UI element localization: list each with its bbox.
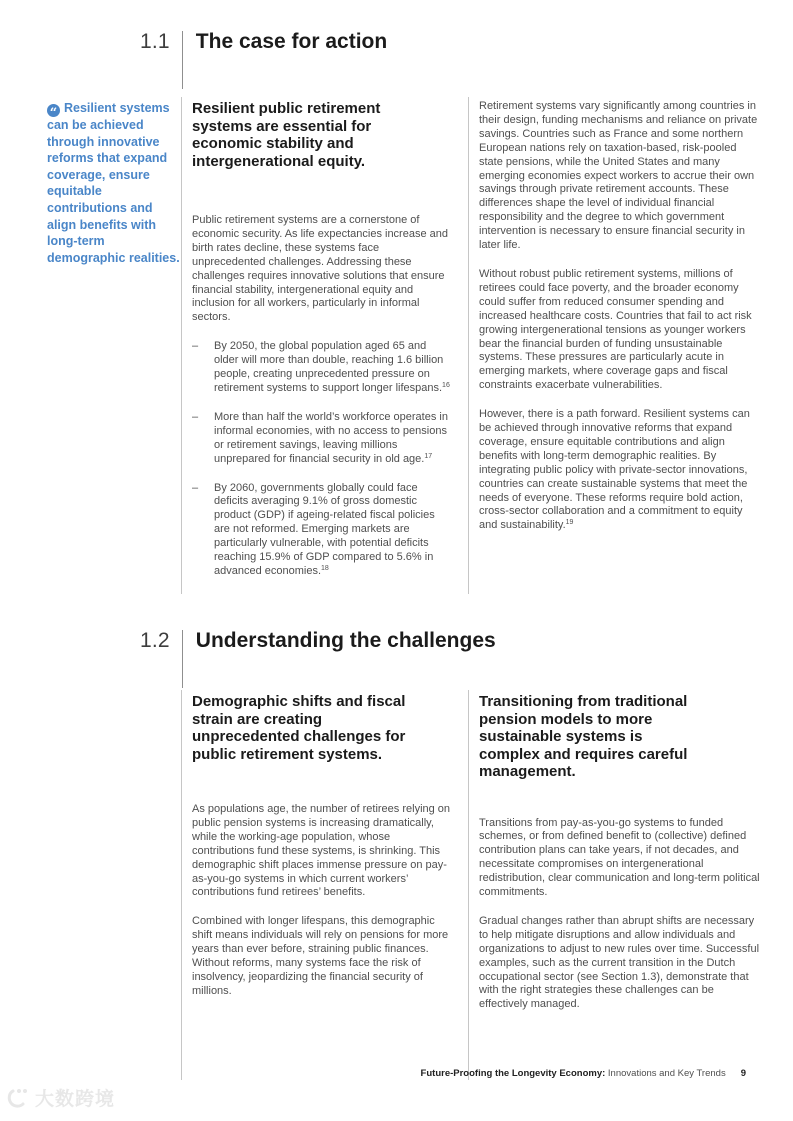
paragraph xyxy=(479,817,761,900)
footnote-ref: 19 xyxy=(565,519,574,527)
page-number: 9 xyxy=(740,1068,746,1079)
bullet-marker: – xyxy=(192,340,199,353)
column-heading: Resilient public retirement systems are essential for economic stability and intergenerational equity. xyxy=(192,100,381,170)
paragraph-text: Public retirement systems are a cornerstone of economic security. As life expectancies increase and birth rates decline, these systems face unprecedented challenges. Addressing these challenges requires innovative solutions that ensure financial stability, intergenerational equity and inclusion for all workers, particularly in informal sectors. xyxy=(192,214,448,324)
page-footer xyxy=(0,1068,746,1079)
column-heading: Transitioning from traditional pension models to more sustainable systems is complex and requires careful management. xyxy=(479,693,688,780)
paragraph xyxy=(192,214,451,325)
quote-icon xyxy=(47,104,60,121)
column-heading: Demographic shifts and fiscal strain are creating unprecedented challenges for public retirement systems. xyxy=(192,693,406,763)
footnote-ref: 16 xyxy=(442,381,450,389)
paragraph-text: Gradual changes rather than abrupt shifts are necessary to help mitigate disruptions and allow individuals and organizations to adjust to new rules over time. Successful examples, such as the current transition in the Dutch occupational sector (see Section 1.3), demonstrate that with the right strategies these challenges can be effectively managed. xyxy=(479,914,760,1011)
footnote-ref: 17 xyxy=(424,452,433,460)
column-left xyxy=(181,690,468,1080)
paragraph xyxy=(479,408,761,533)
bullet-marker: – xyxy=(192,481,199,494)
footer-report-title xyxy=(421,1068,726,1079)
footer-title-bold: Future-Proofing the Longevity Economy: xyxy=(420,1068,606,1079)
paragraph xyxy=(479,100,761,253)
bullet-body: More than half the world’s workforce operates in informal economies, with no access to pensions or retirement savings, leaving millions unprepared for financial security in old age. xyxy=(214,410,448,465)
watermark xyxy=(7,1084,115,1111)
paragraph xyxy=(479,915,761,1012)
watermark-logo-icon xyxy=(7,1087,31,1109)
pull-quote-text: Resilient systems can be achieved through innovative reforms that expand coverage, ensure equitable contributions and align benefits with long-term demographic realities. xyxy=(47,101,180,265)
pull-quote-callout xyxy=(47,100,180,266)
paragraph-text: Without robust public retirement systems, millions of retirees could face poverty, and the broader economy could suffer from reduced consumer spending and increased healthcare costs. Countries that fail to act risk growing intergenerational tensions as younger workers bear the financial burden of funding unsustainable systems. These pressures are particularly acute in emerging markets, where coverage gaps and fiscal constraints exacerbate vulnerabilities. xyxy=(479,267,752,392)
paragraph-text: Combined with longer lifespans, this demographic shift means individuals will rely on pensions for more years than ever before, straining public finances. Without reforms, many systems face the risk of insolvency, jeopardizing the financial security of millions. xyxy=(192,915,449,997)
bullet-item xyxy=(192,482,451,579)
bullet-body: By 2050, the global population aged 65 and older will more than double, reaching 1.6 billion people, creating unprecedented pressure on retirement systems to support longer lifespans. xyxy=(214,340,444,394)
footnote-ref: 18 xyxy=(321,564,329,572)
bullet-text xyxy=(214,482,451,579)
column-left xyxy=(181,97,468,594)
section-number: 1.1 xyxy=(140,30,170,53)
section-number: 1.2 xyxy=(140,629,170,652)
section-1-2-columns xyxy=(181,690,761,1080)
bullet-item xyxy=(192,411,451,467)
section-title: The case for action xyxy=(195,30,388,53)
bullet-marker: – xyxy=(192,410,199,423)
watermark-text: 大数跨境 xyxy=(35,1089,116,1110)
section-1-2-header xyxy=(140,629,496,688)
header-divider xyxy=(182,31,183,89)
bullet-item xyxy=(192,340,451,396)
bullet-text xyxy=(214,340,451,396)
paragraph xyxy=(192,803,451,900)
section-1-1-header xyxy=(140,30,387,89)
section-1-1-columns xyxy=(181,97,761,594)
section-title: Understanding the challenges xyxy=(195,629,496,652)
paragraph xyxy=(192,915,451,998)
column-right xyxy=(468,97,761,594)
paragraph-text: Transitions from pay-as-you-go systems to funded schemes, or from defined benefit to (collective) defined contribution plans can take years, if not decades, and necessitate compromises on intergenerational redistribution, clear communication and long-term political commitments. xyxy=(479,816,760,899)
paragraph-text: As populations age, the number of retirees relying on public pension systems is increasing dramatically, while the working-age population, whose contributions fund these systems, is shrinking. This demographic shift places immense pressure on pay-as-you-go systems in which current workers’ contributions fund retirees’ benefits. xyxy=(192,803,451,899)
quote-glyph: “ xyxy=(49,106,58,121)
paragraph-text: Retirement systems vary significantly among countries in their design, funding mechanisms and reliance on private savings. Countries such as France and some northern European nations rely on taxation-based, risk-pooled state pensions, while the United States and many emerging economies expect workers to accrue their own savings through private retirement accounts. These differences shape the level of individual financial responsibility and the degree to which government intervention is necessary to ensure financial security in later life. xyxy=(479,100,758,252)
paragraph-text: However, there is a path forward. Resilient systems can be achieved through innovative reforms that expand coverage, ensure equitable contributions and align benefits with long-term demographic realities. By integrating public policy with private-sector innovations, countries can create sustainable systems that meet the needs of everyone. These reforms require bold action, cross-sector collaboration and a commitment to equity and sustainability. xyxy=(479,408,750,532)
column-right xyxy=(468,690,761,1080)
footer-title-rest: Innovations and Key Trends xyxy=(605,1068,726,1079)
paragraph xyxy=(479,268,761,393)
header-divider xyxy=(182,630,183,688)
bullet-body: By 2060, governments globally could face deficits averaging 9.1% of gross domestic product (GDP) if ageing-related fiscal policies are not reformed. Emerging markets are particularly vulnerable, with potential deficits reaching 15.9% of GDP compared to 5.6% in advanced economies. xyxy=(214,481,435,577)
bullet-text xyxy=(214,411,451,467)
